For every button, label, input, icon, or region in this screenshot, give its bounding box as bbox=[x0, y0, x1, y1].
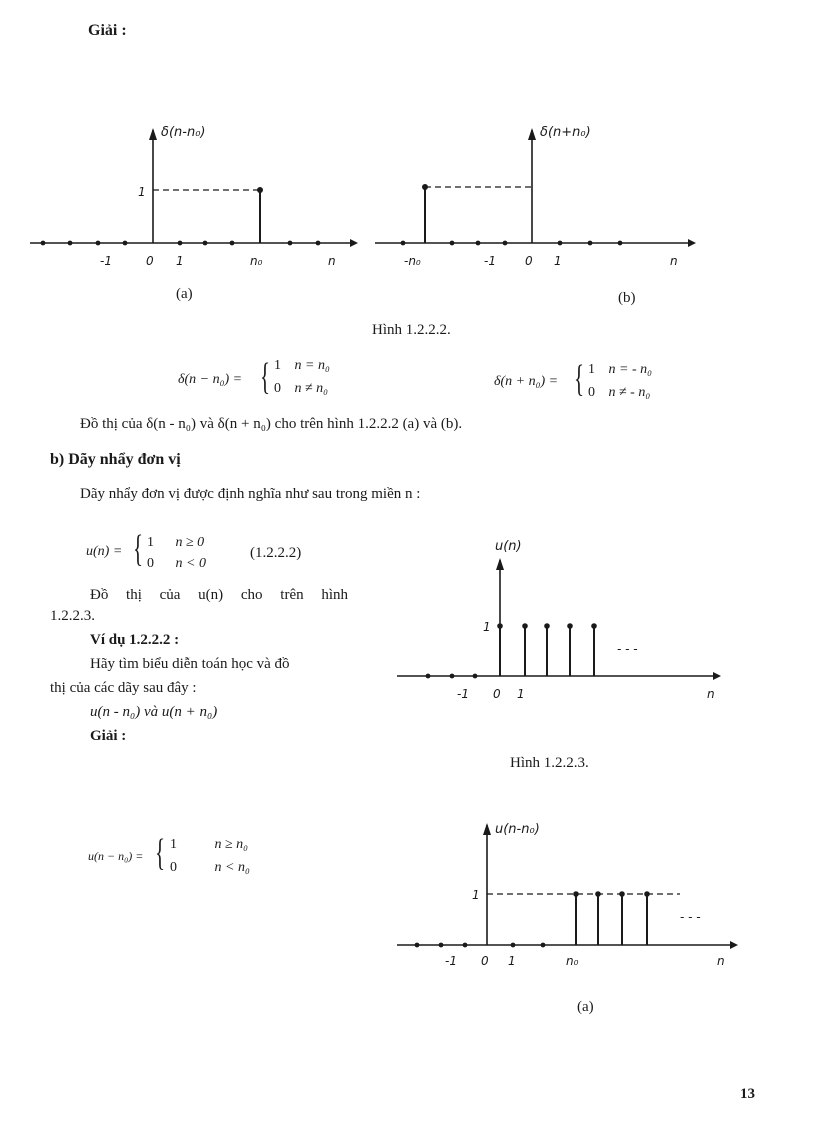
tick-label: -1 bbox=[445, 954, 457, 968]
tick-label: 1 bbox=[508, 954, 516, 968]
sample-dot bbox=[203, 241, 208, 246]
tick-label: 0 bbox=[493, 687, 501, 701]
eq-case-condition: n ≥ 0 bbox=[175, 535, 205, 550]
step-dot bbox=[619, 891, 625, 897]
figure-delta-shift-left bbox=[370, 110, 700, 300]
sample-dot bbox=[123, 241, 128, 246]
sample-dot bbox=[41, 241, 46, 246]
step-dot bbox=[595, 891, 601, 897]
equation-number: (1.2.2.2) bbox=[250, 545, 302, 561]
step-dot bbox=[497, 623, 503, 629]
y-axis-arrow bbox=[496, 558, 504, 570]
eq-case-value: 1 bbox=[274, 358, 281, 373]
step-dot bbox=[544, 623, 550, 629]
tick-label: 1 bbox=[176, 254, 184, 268]
sample-dot bbox=[178, 241, 183, 246]
tick-label: n bbox=[707, 687, 715, 701]
eq-case-value: 1 bbox=[170, 837, 177, 852]
eq-delta-plus-lhs: δ(n + n₀) = bbox=[494, 374, 559, 389]
step-dot bbox=[573, 891, 579, 897]
sample-dot bbox=[450, 674, 455, 679]
example-text: Hãy tìm biểu diễn toán học và đồ bbox=[90, 656, 290, 672]
figure-1-2-2-3-caption: Hình 1.2.2.3. bbox=[510, 755, 589, 771]
eq-case-condition: n < 0 bbox=[175, 556, 206, 571]
continuation-dashes: - - - bbox=[617, 642, 638, 656]
eq-case-value: 1 bbox=[588, 362, 595, 377]
sample-dot bbox=[541, 943, 546, 948]
y-axis-label: δ(n-n₀) bbox=[161, 125, 206, 140]
example-text: thị của các dãy sau đây : bbox=[50, 680, 197, 696]
y-axis-arrow bbox=[149, 128, 157, 140]
eq-case-condition: n ≥ n₀ bbox=[214, 837, 249, 852]
sample-dot bbox=[463, 943, 468, 948]
sample-dot bbox=[618, 241, 623, 246]
tick-label: 1 bbox=[517, 687, 525, 701]
sample-dot bbox=[316, 241, 321, 246]
x-axis-arrow bbox=[350, 239, 358, 247]
example-text: u(n - n₀) và u(n + n₀) bbox=[90, 704, 218, 720]
level-one-label: 1 bbox=[472, 888, 480, 902]
x-axis-arrow bbox=[688, 239, 696, 247]
sample-dot bbox=[473, 674, 478, 679]
y-axis-label: u(n-n₀) bbox=[495, 822, 540, 837]
eq-case-condition: n ≠ - n₀ bbox=[608, 385, 651, 400]
level-one-label: 1 bbox=[138, 185, 146, 199]
eq-u-lhs: u(n) = bbox=[86, 544, 123, 559]
tick-label: n₀ bbox=[250, 254, 263, 268]
y-axis-label: u(n) bbox=[495, 539, 522, 554]
step-dot bbox=[567, 623, 573, 629]
eq-case-value: 1 bbox=[147, 535, 154, 550]
sample-dot bbox=[426, 674, 431, 679]
step-dot bbox=[644, 891, 650, 897]
sample-dot bbox=[450, 241, 455, 246]
figure-delta-shift-right bbox=[28, 110, 358, 300]
sample-dot bbox=[401, 241, 406, 246]
sample-dot bbox=[439, 943, 444, 948]
tick-label: 0 bbox=[525, 254, 533, 268]
solution-label-2: Giải : bbox=[90, 728, 127, 744]
sample-dot bbox=[230, 241, 235, 246]
x-axis-arrow bbox=[713, 672, 721, 680]
sample-dot bbox=[68, 241, 73, 246]
sample-dot bbox=[96, 241, 101, 246]
y-axis-label: δ(n+n₀) bbox=[540, 125, 591, 140]
eq-case-condition: n ≠ n₀ bbox=[294, 381, 329, 396]
eq-u-shift-lhs: u(n − n₀) = bbox=[88, 849, 144, 863]
eq-case-condition: n < n₀ bbox=[214, 860, 250, 875]
tick-label: -n₀ bbox=[404, 254, 421, 268]
eq-brace: { bbox=[260, 356, 271, 398]
figure-a-caption: (a) bbox=[176, 286, 193, 302]
eq-case-value: 0 bbox=[170, 860, 177, 875]
graph-u-sentence-cont: 1.2.2.3. bbox=[50, 608, 95, 624]
figure-b-caption: (b) bbox=[618, 290, 636, 306]
eq-case-condition: n = - n₀ bbox=[608, 362, 652, 377]
eq-delta-minus-lhs: δ(n − n₀) = bbox=[178, 372, 243, 387]
y-axis-arrow bbox=[483, 823, 491, 835]
sample-dot bbox=[503, 241, 508, 246]
eq-brace: { bbox=[574, 358, 585, 400]
sample-dot bbox=[511, 943, 516, 948]
section-b-intro: Dãy nhẩy đơn vị được định nghĩa như sau trong miền n : bbox=[80, 486, 421, 502]
tick-label: -1 bbox=[484, 254, 496, 268]
tick-label: 1 bbox=[554, 254, 562, 268]
tick-label: -1 bbox=[100, 254, 112, 268]
continuation-dashes: - - - bbox=[680, 910, 701, 924]
eq-brace: { bbox=[133, 528, 144, 570]
graph-sentence: Đồ thị của δ(n - n₀) và δ(n + n₀) cho trên hình 1.2.2.2 (a) và (b). bbox=[80, 416, 463, 432]
tick-label: n bbox=[717, 954, 725, 968]
solution-label-top: Giải : bbox=[88, 22, 127, 39]
step-dot bbox=[591, 623, 597, 629]
step-dot bbox=[522, 623, 528, 629]
eq-case-value: 0 bbox=[147, 556, 154, 571]
impulse-dot bbox=[257, 187, 263, 193]
figure-unit-step bbox=[395, 530, 735, 710]
eq-brace: { bbox=[155, 832, 166, 874]
tick-label: n bbox=[328, 254, 336, 268]
sample-dot bbox=[288, 241, 293, 246]
figure-u-shift-caption: (a) bbox=[577, 999, 594, 1015]
level-one-label: 1 bbox=[483, 620, 491, 634]
eq-case-condition: n = n₀ bbox=[294, 358, 330, 373]
y-axis-arrow bbox=[528, 128, 536, 140]
tick-label: 0 bbox=[481, 954, 489, 968]
page-number: 13 bbox=[740, 1086, 755, 1102]
impulse-dot bbox=[422, 184, 428, 190]
sample-dot bbox=[588, 241, 593, 246]
example-title: Ví dụ 1.2.2.2 : bbox=[90, 632, 180, 648]
section-b-title: b) Dãy nhẩy đơn vị bbox=[50, 451, 181, 468]
figure-1-2-2-2-caption: Hình 1.2.2.2. bbox=[372, 322, 451, 338]
sample-dot bbox=[415, 943, 420, 948]
eq-case-value: 0 bbox=[274, 381, 281, 396]
figure-unit-step-shifted bbox=[395, 815, 740, 980]
tick-label: -1 bbox=[457, 687, 469, 701]
sample-dot bbox=[558, 241, 563, 246]
graph-u-sentence: Đồ thị của u(n) cho trên hình bbox=[90, 587, 348, 603]
sample-dot bbox=[476, 241, 481, 246]
tick-label: n bbox=[670, 254, 678, 268]
tick-label: 0 bbox=[146, 254, 154, 268]
x-axis-arrow bbox=[730, 941, 738, 949]
eq-case-value: 0 bbox=[588, 385, 595, 400]
tick-label: n₀ bbox=[566, 954, 579, 968]
